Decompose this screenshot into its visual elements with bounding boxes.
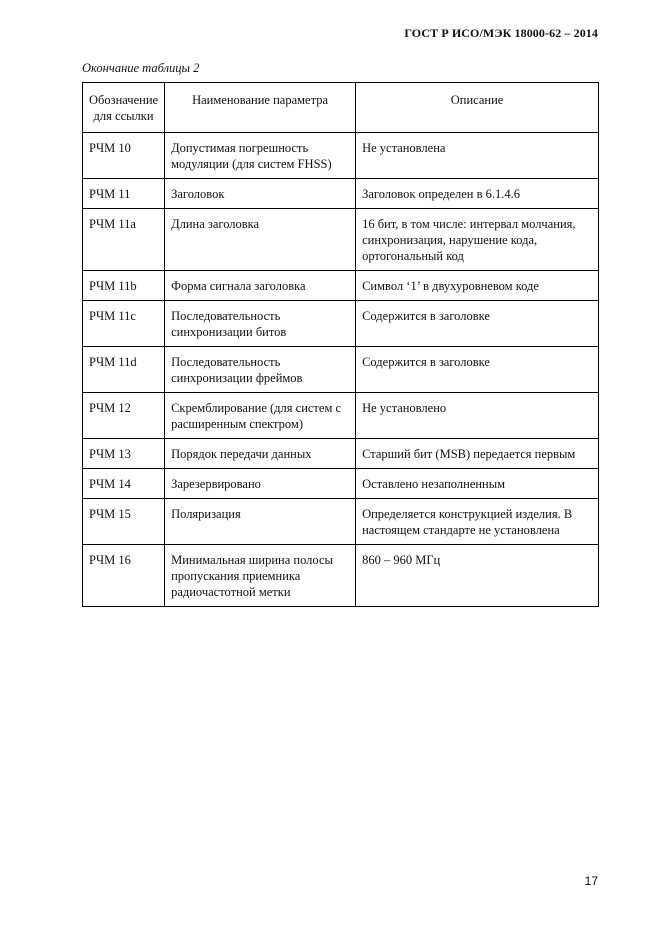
cell-ref: РЧМ 15	[83, 499, 165, 545]
table-row	[83, 393, 599, 439]
cell-ref: РЧМ 11b	[83, 271, 165, 301]
table-caption: Окончание таблицы 2	[82, 61, 200, 75]
cell-ref: РЧМ 12	[83, 393, 165, 439]
cell-description: Содержится в заголовке	[356, 347, 599, 393]
table-row	[83, 133, 599, 179]
cell-description: Оставлено незаполненным	[356, 469, 599, 499]
cell-name: Скремблирование (для систем с расширенным спектром)	[165, 393, 356, 439]
table-row	[83, 499, 599, 545]
page-number: 17	[584, 874, 598, 888]
cell-description: Старший бит (MSB) передается первым	[356, 439, 599, 469]
cell-description: Символ ‘1’ в двухуровневом коде	[356, 271, 599, 301]
cell-ref: РЧМ 11	[83, 179, 165, 209]
cell-ref: РЧМ 16	[83, 545, 165, 607]
cell-name: Зарезервировано	[165, 469, 356, 499]
table-row	[83, 271, 599, 301]
cell-name: Последовательность синхронизации битов	[165, 301, 356, 347]
cell-description: 16 бит, в том числе: интервал молчания, синхронизация, нарушение кода, ортогональный код	[356, 209, 599, 271]
cell-name: Допустимая погрешность модуляции (для систем FHSS)	[165, 133, 356, 179]
cell-name: Порядок передачи данных	[165, 439, 356, 469]
cell-ref: РЧМ 11c	[83, 301, 165, 347]
table-row	[83, 301, 599, 347]
cell-name: Поляризация	[165, 499, 356, 545]
cell-description: Содержится в заголовке	[356, 301, 599, 347]
cell-ref: РЧМ 11a	[83, 209, 165, 271]
table-header-row	[83, 83, 599, 133]
cell-description: 860 – 960 МГц	[356, 545, 599, 607]
cell-description: Не установлено	[356, 393, 599, 439]
cell-name: Заголовок	[165, 179, 356, 209]
table-row	[83, 469, 599, 499]
cell-description: Заголовок определен в 6.1.4.6	[356, 179, 599, 209]
cell-name: Последовательность синхронизации фреймов	[165, 347, 356, 393]
spec-table	[82, 82, 599, 607]
cell-ref: РЧМ 13	[83, 439, 165, 469]
document-header: ГОСТ Р ИСО/МЭК 18000-62 – 2014	[404, 26, 598, 40]
cell-description: Не установлена	[356, 133, 599, 179]
table-row	[83, 179, 599, 209]
column-header-ref: Обозначение для ссылки	[83, 83, 165, 133]
cell-ref: РЧМ 11d	[83, 347, 165, 393]
cell-name: Форма сигнала заголовка	[165, 271, 356, 301]
cell-description: Определяется конструкцией изделия. В настоящем стандарте не установлена	[356, 499, 599, 545]
column-header-name: Наименование параметра	[165, 83, 356, 133]
cell-ref: РЧМ 14	[83, 469, 165, 499]
table-row	[83, 209, 599, 271]
cell-ref: РЧМ 10	[83, 133, 165, 179]
table-row	[83, 545, 599, 607]
table-row	[83, 439, 599, 469]
cell-name: Длина заголовка	[165, 209, 356, 271]
table-row	[83, 347, 599, 393]
cell-name: Минимальная ширина полосы пропускания приемника радиочастотной метки	[165, 545, 356, 607]
column-header-description: Описание	[356, 83, 599, 133]
